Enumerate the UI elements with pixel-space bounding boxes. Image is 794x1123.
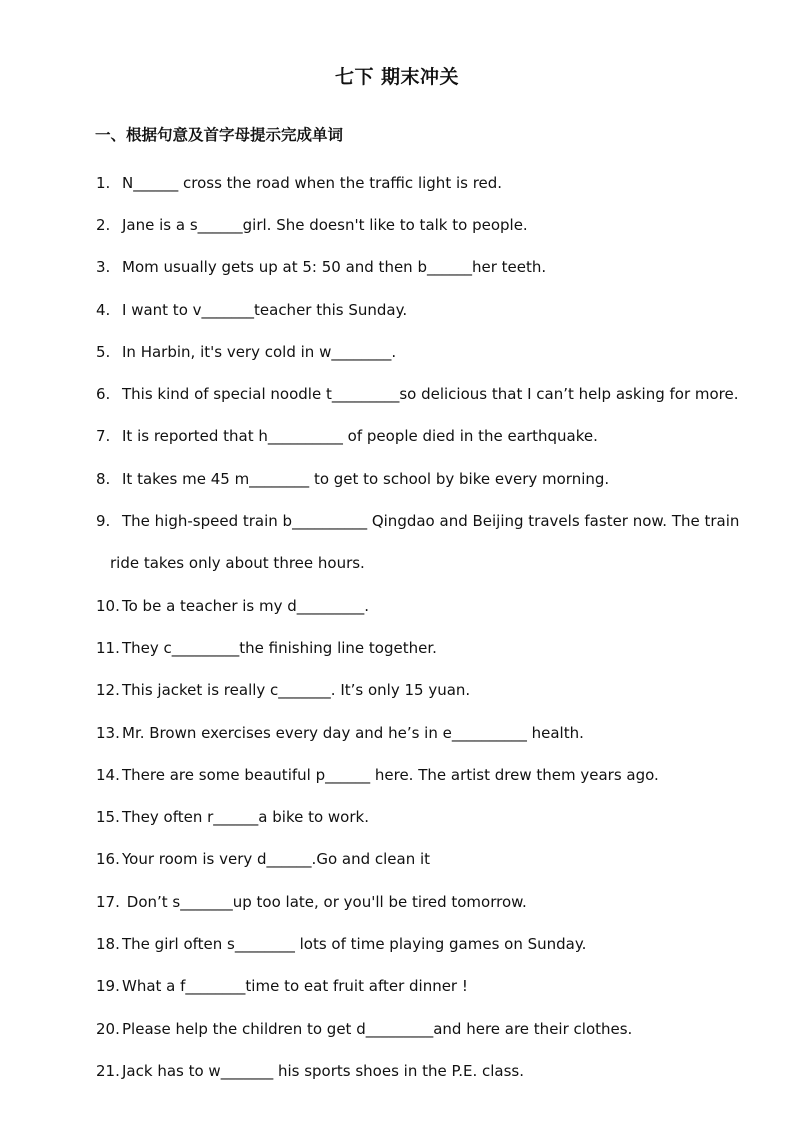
question-4 (96, 300, 407, 320)
question-12 (96, 680, 470, 700)
question-number: 13. (96, 724, 120, 742)
question-number: 20. (96, 1020, 120, 1038)
question-13 (96, 723, 584, 743)
question-11 (96, 638, 437, 658)
question-text: Mr. Brown exercises every day and he’s in e__________ health. (122, 724, 584, 742)
question-text: In Harbin, it's very cold in w________. (122, 343, 397, 361)
question-1 (96, 173, 502, 193)
question-text: Don’t s_______up too late, or you'll be tired tomorrow. (122, 893, 527, 911)
question-8 (96, 469, 609, 489)
question-text: The girl often s________ lots of time playing games on Sunday. (122, 935, 587, 953)
question-text: What a f________time to eat fruit after dinner ! (122, 977, 468, 995)
question-10 (96, 596, 369, 616)
page-title: 七下 期末冲关 (334, 66, 460, 88)
question-5 (96, 342, 396, 362)
question-number: 15. (96, 808, 120, 826)
question-text: I want to v_______teacher this Sunday. (122, 301, 408, 319)
question-number: 5. (96, 343, 111, 361)
question-number: 11. (96, 639, 120, 657)
question-7 (96, 426, 598, 446)
question-text: There are some beautiful p______ here. The artist drew them years ago. (122, 766, 659, 784)
question-text: They c_________the finishing line together. (122, 639, 437, 657)
question-number: 7. (96, 427, 111, 445)
question-3 (96, 257, 546, 277)
question-number: 10. (96, 597, 120, 615)
question-text: This kind of special noodle t_________so delicious that I can’t help asking for more. (122, 385, 739, 403)
section-heading: 一、根据句意及首字母提示完成单词 (95, 126, 344, 144)
question-15 (96, 807, 369, 827)
question-text: To be a teacher is my d_________. (122, 597, 370, 615)
question-number: 9. (96, 512, 111, 530)
question-text: Your room is very d______.Go and clean it (122, 850, 431, 868)
question-number: 3. (96, 258, 111, 276)
question-number: 1. (96, 174, 111, 192)
question-19 (96, 976, 468, 996)
question-text: Jack has to w_______ his sports shoes in the P.E. class. (122, 1062, 524, 1080)
question-text: Please help the children to get d_________and here are their clothes. (122, 1020, 633, 1038)
question-14 (96, 765, 659, 785)
question-number: 8. (96, 470, 111, 488)
question-number: 21. (96, 1062, 120, 1080)
question-20 (96, 1019, 632, 1039)
question-18 (96, 934, 586, 954)
question-9 (96, 511, 739, 531)
question-text: It takes me 45 m________ to get to school by bike every morning. (122, 470, 610, 488)
question-17 (96, 892, 527, 912)
question-number: 18. (96, 935, 120, 953)
question-text: It is reported that h__________ of people died in the earthquake. (122, 427, 598, 445)
question-text: The high-speed train b__________ Qingdao and Beijing travels faster now. The train (122, 512, 740, 530)
question-text: N______ cross the road when the traffic light is red. (122, 174, 503, 192)
question-21 (96, 1061, 524, 1081)
question-2 (96, 215, 528, 235)
question-text: They often r______a bike to work. (122, 808, 369, 826)
question-number: 6. (96, 385, 111, 403)
question-number: 4. (96, 301, 111, 319)
question-number: 19. (96, 977, 120, 995)
question-number: 2. (96, 216, 111, 234)
question-number: 17. (96, 893, 120, 911)
question-9-continuation: ride takes only about three hours. (110, 554, 365, 572)
question-text: Jane is a s______girl. She doesn't like to talk to people. (122, 216, 528, 234)
question-16 (96, 849, 430, 869)
question-text: This jacket is really c_______. It’s only 15 yuan. (122, 681, 471, 699)
question-number: 16. (96, 850, 120, 868)
question-number: 14. (96, 766, 120, 784)
question-number: 12. (96, 681, 120, 699)
question-6 (96, 384, 739, 404)
question-text: Mom usually gets up at 5: 50 and then b______her teeth. (122, 258, 547, 276)
